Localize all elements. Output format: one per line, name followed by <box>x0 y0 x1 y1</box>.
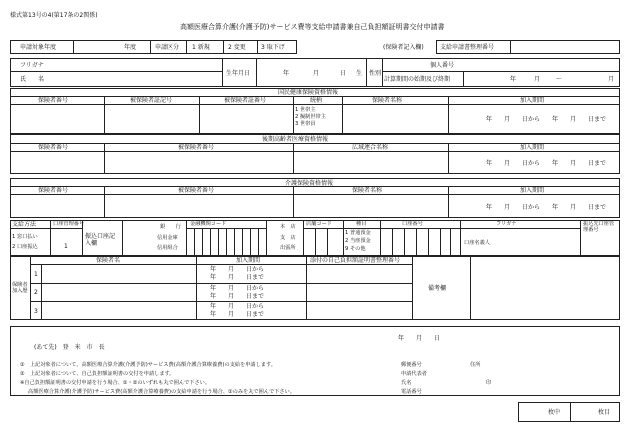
remarks-label: 備考欄 <box>428 285 447 292</box>
transfer-entry-label: 振込口座記入欄 <box>85 233 116 247</box>
form-number: 様式第13号の4(第17条の2関係) <box>10 12 98 19</box>
category-withdraw[interactable]: 3 取下げ <box>261 44 285 51</box>
addressee: (あて先) 登 米 市 長 <box>34 344 105 351</box>
page-index-label: 枚目 <box>598 409 611 416</box>
nhi-col-card-number: 被保険者証番号 <box>224 97 267 104</box>
category-change[interactable]: 2 変更 <box>228 44 246 51</box>
care-col-period: 加入期間 <box>520 187 545 194</box>
bank-code-label: 金融機関コード <box>190 221 227 227</box>
sex-label: 性別 <box>369 70 382 77</box>
calc-period-label: 計算期間の始期及び終期 <box>384 76 451 83</box>
account-mgmt-label: 口座管理番号 <box>53 221 85 227</box>
declaration-line-1: ① 上記対象者について、高額医療合算介護(介護予防)サービス費(高額介護合算療養費)の支給を申請します。 <box>20 362 276 368</box>
nhi-col-insurer-name: 保険者名称 <box>372 97 403 104</box>
account-type-other[interactable]: 9 その他 <box>345 246 366 252</box>
category-label: 申請区分 <box>155 44 180 51</box>
insurer-history-label: 保険者加入歴 <box>12 282 28 294</box>
history-section <box>10 256 620 320</box>
bank-type-shinkin[interactable]: 信用金庫 <box>157 235 178 241</box>
holder-furigana-label: フリガナ <box>496 221 517 227</box>
elderly-section-title: 後期高齢者医療資格情報 <box>262 136 329 143</box>
branch-type-branch[interactable]: 支 店 <box>280 235 296 241</box>
elderly-col-union-name: 広域連合名称 <box>352 144 389 151</box>
fiscal-year-label: 申請対象年度 <box>20 44 57 51</box>
personal-number-label: 個人番号 <box>430 62 455 69</box>
history-to-text: 年 月 日まで <box>210 274 265 281</box>
elderly-col-insured-no: 被保険者番号 <box>178 144 215 151</box>
relation-member[interactable]: 3 世帯員 <box>295 121 316 127</box>
payment-method-window[interactable]: 1 窓口払い <box>12 234 38 240</box>
nhi-col-card-symbol: 被保険者証記号 <box>130 97 173 104</box>
period-month2-unit: 月 <box>608 76 615 83</box>
relation-head[interactable]: 1 世帯主 <box>295 107 316 113</box>
care-col-insured-no: 被保険者番号 <box>178 187 215 194</box>
account-type-label: 種目 <box>356 221 367 227</box>
history-row-number: 1 <box>34 271 38 278</box>
phone-label: 電話番号 <box>401 389 422 395</box>
branch-code-label: 店舗コード <box>306 221 332 227</box>
branch-type-office[interactable]: 出張所 <box>280 245 296 251</box>
history-from-text: 年 月 日から <box>210 303 265 310</box>
birth-year-unit: 年 <box>283 70 290 77</box>
insurer-entry-label: (保険者記入欄) <box>383 44 424 51</box>
care-section-title: 介護保険資格情報 <box>285 180 334 187</box>
history-to-text: 年 月 日まで <box>210 293 265 300</box>
elderly-col-insurer-no: 保険者番号 <box>38 144 69 151</box>
address-label: 住所 <box>470 362 481 368</box>
applicant-name-label: 氏名 <box>401 380 412 386</box>
category-new[interactable]: 1 新規 <box>192 44 210 51</box>
postal-code-label: 郵便番号 <box>401 362 422 368</box>
history-row-number: 2 <box>34 289 38 296</box>
name-label: 氏 名 <box>20 76 45 83</box>
care-col-insurer-name: 保険者名称 <box>352 187 383 194</box>
care-col-insurer-no: 保険者番号 <box>38 187 69 194</box>
bank-type-kumiai[interactable]: 信用組合 <box>157 245 178 251</box>
seal-mark: 印 <box>486 380 492 386</box>
elderly-period-text: 年 月 日から 年 月 日まで <box>486 160 607 167</box>
nhi-col-relation: 続柄 <box>310 97 323 104</box>
representative-label: 申請代表者 <box>401 371 427 377</box>
history-from-text: 年 月 日から <box>210 285 265 292</box>
elderly-col-period: 加入期間 <box>520 144 545 151</box>
account-holder-label: 口座名義人 <box>464 240 490 246</box>
relation-quasi-head[interactable]: 2 擬制世帯主 <box>295 114 326 120</box>
birthdate-label: 生年月日 <box>226 70 251 77</box>
care-period-text: 年 月 日から 年 月 日まで <box>486 204 607 211</box>
furigana-label: フリガナ <box>20 62 44 69</box>
period-month1-unit: 月 <box>534 76 541 83</box>
nhi-section-title: 国民健康保険資格情報 <box>278 89 339 96</box>
account-type-ordinary[interactable]: 1 普通預金 <box>345 230 371 236</box>
account-number-label: 口座番号 <box>402 221 423 227</box>
account-type-checking[interactable]: 2 当座預金 <box>345 238 371 244</box>
history-from-text: 年 月 日から <box>210 266 265 273</box>
branch-type-main[interactable]: 本 店 <box>280 224 296 230</box>
birth-born-unit: 生 <box>356 70 363 77</box>
declaration-line-4: 高額医療合算介護(介護予防)サービス費(高額介護合算療養費)の支給申請を行う場合、①のみを丸で囲んで下さい。 <box>28 389 295 395</box>
form-title: 高額医療合算介護(介護予防)サービス費等支給申請書兼自己負担額証明書交付申請書 <box>180 23 445 31</box>
dest-mgmt-label: 振込先口座管理番号 <box>583 221 615 233</box>
birth-month-unit: 月 <box>313 70 320 77</box>
period-tilde: ～ <box>556 76 563 83</box>
history-col-insurer: 保険者名 <box>96 257 121 264</box>
history-to-text: 年 月 日まで <box>210 311 265 318</box>
payment-number-label: 支給申請書整理番号 <box>440 44 495 51</box>
declaration-line-3: ※自己負担額証明書の交付申請を行う場合、①・②のいずれも丸で囲んで下さい。 <box>20 380 211 386</box>
birth-day-unit: 日 <box>340 70 347 77</box>
account-mgmt-value: 1 <box>64 243 68 250</box>
bank-type-bank[interactable]: 銀 行 <box>160 224 181 230</box>
nhi-col-insurer-no: 保険者番号 <box>38 97 69 104</box>
page-total-label: 枚中 <box>548 409 561 416</box>
history-col-cert-number: 添付の自己負担額証明書整理番号 <box>310 257 401 264</box>
fiscal-year-unit: 年度 <box>124 44 137 51</box>
declaration-date: 年 月 日 <box>398 335 441 342</box>
period-year-unit: 年 <box>510 76 517 83</box>
nhi-col-period: 加入期間 <box>520 97 545 104</box>
payment-method-transfer[interactable]: 2 口座振込 <box>12 244 38 250</box>
nhi-period-text: 年 月 日から 年 月 日まで <box>486 116 607 123</box>
payment-method-label: 支給方法 <box>12 221 37 228</box>
history-col-period: 加入期間 <box>236 257 261 264</box>
declaration-line-2: ② 上記対象者について、自己負担額証明書の交付を申請します。 <box>20 371 175 377</box>
history-row-number: 3 <box>34 308 38 315</box>
